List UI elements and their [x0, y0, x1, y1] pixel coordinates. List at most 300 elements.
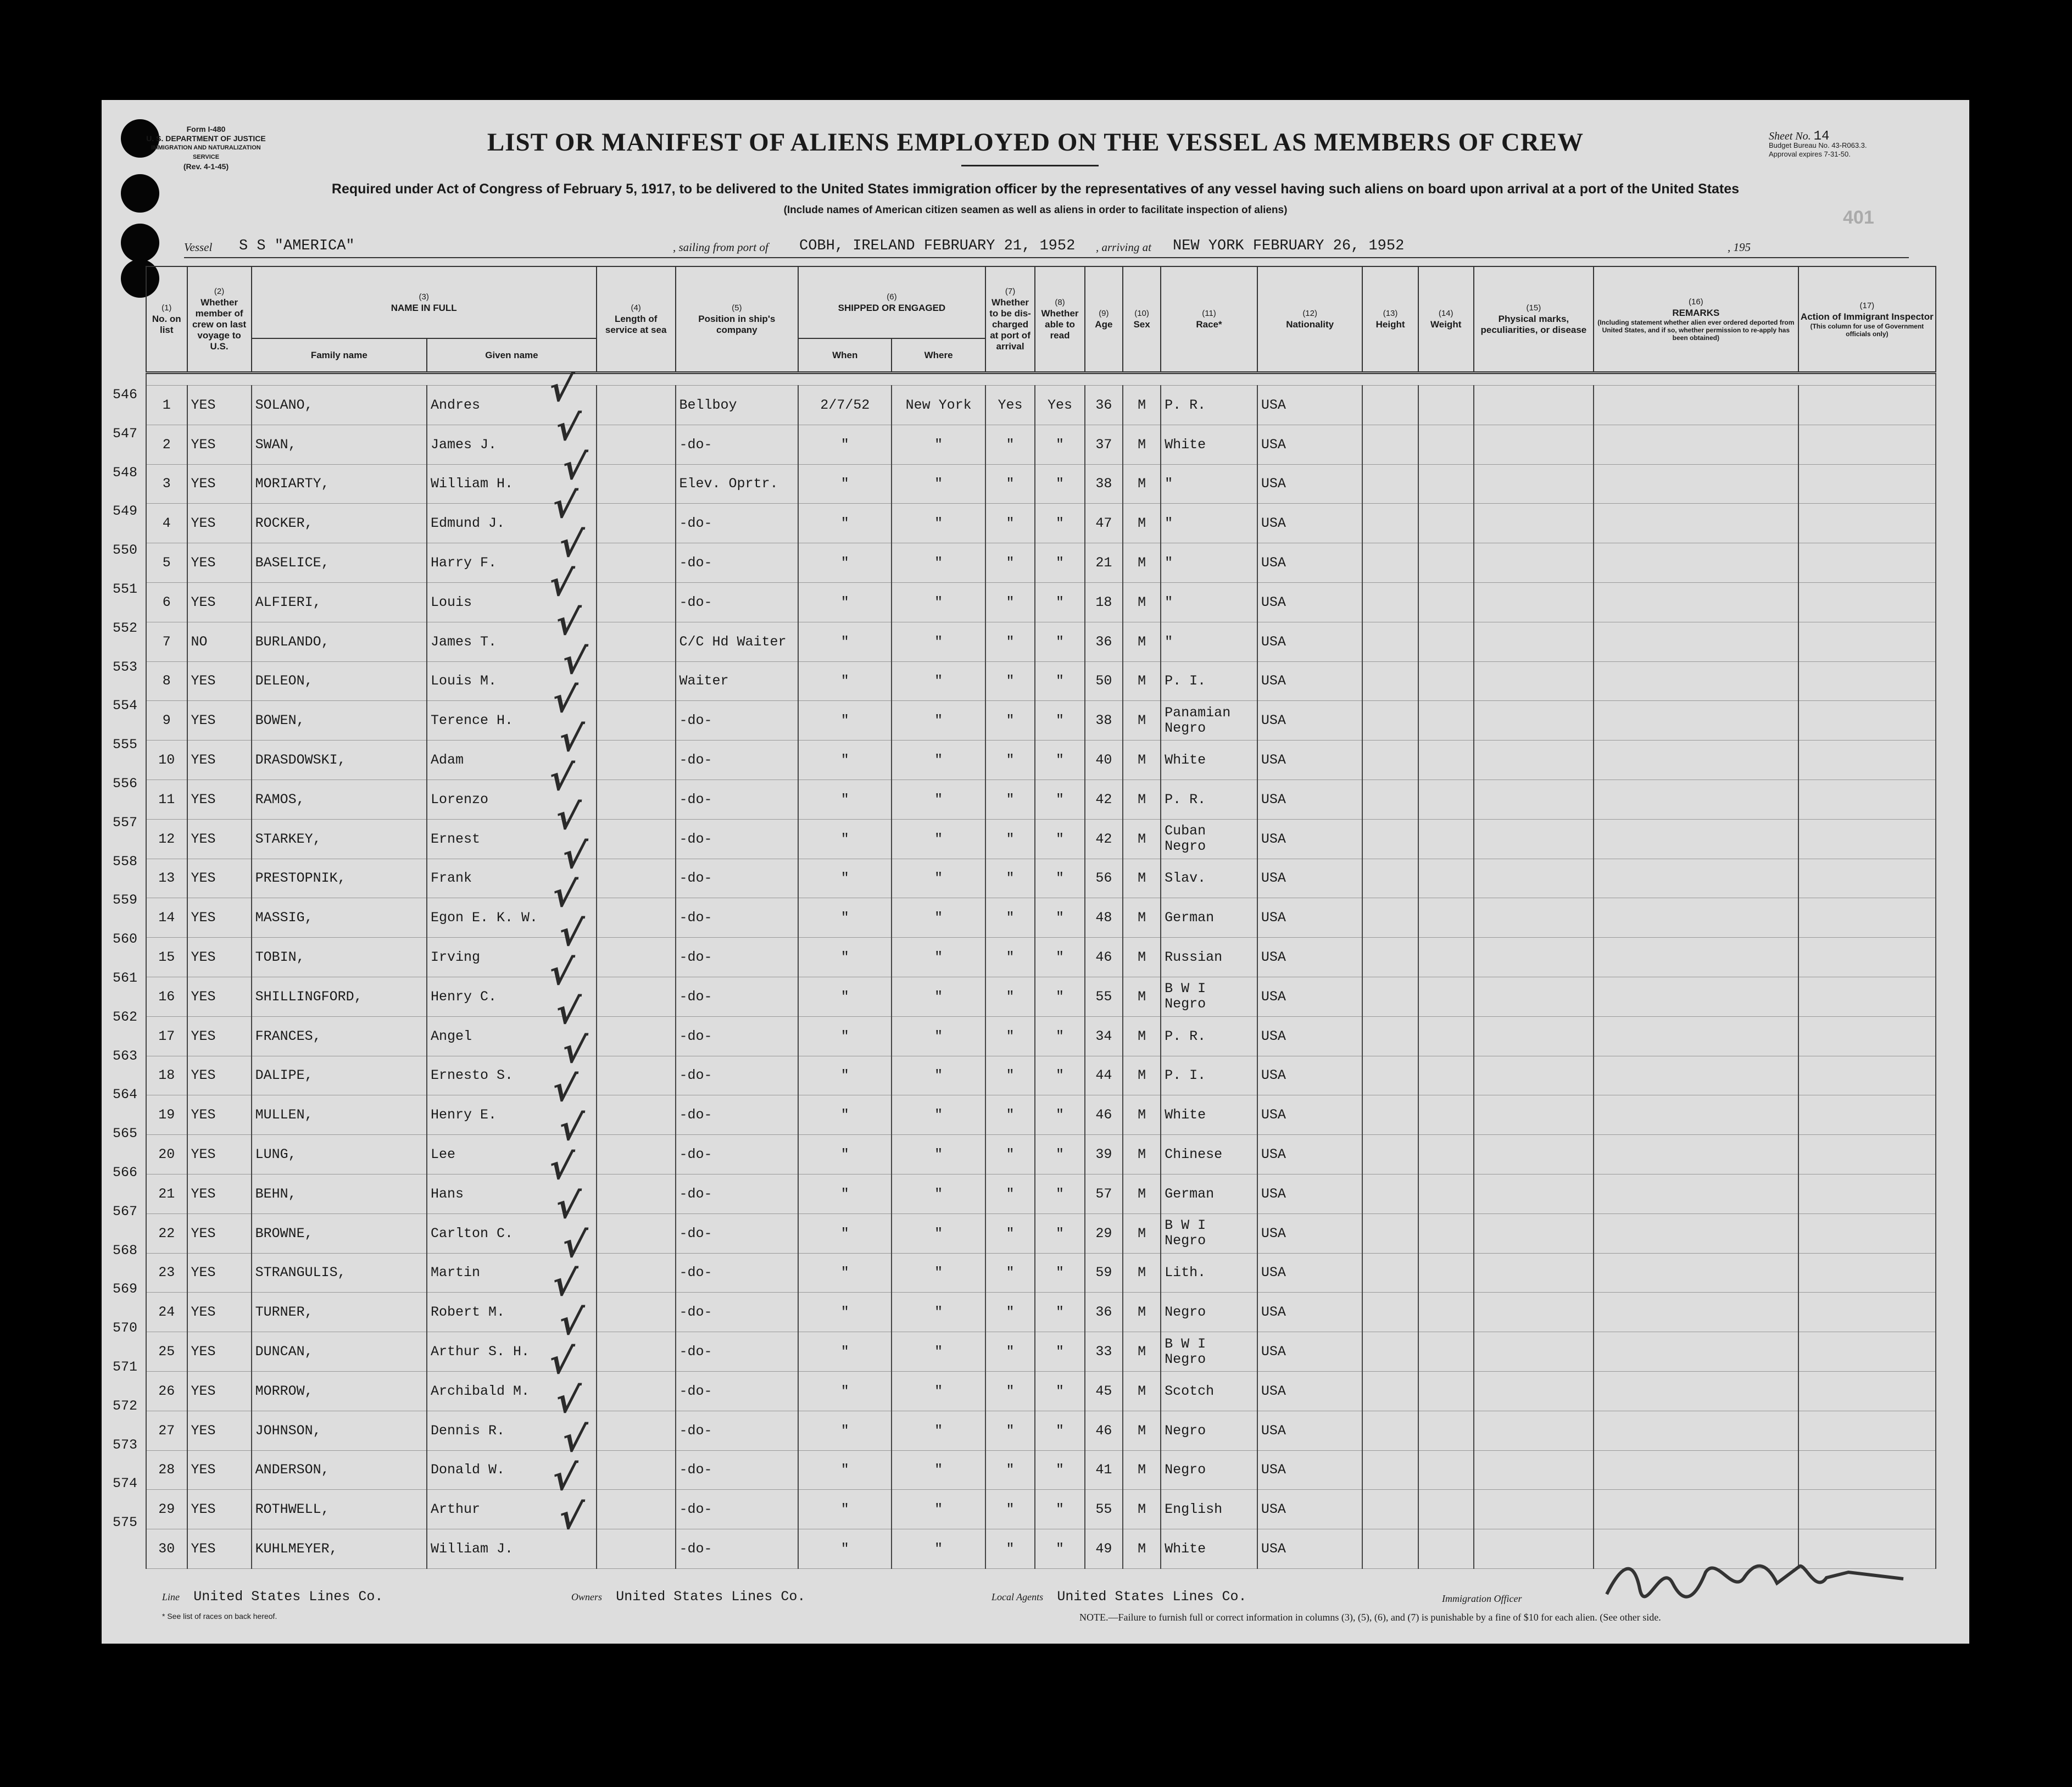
remarks-cell — [1594, 1411, 1798, 1450]
check-mark-icon: √ — [546, 1341, 576, 1382]
discharged-cell: " — [985, 622, 1035, 661]
physical-marks-cell — [1474, 425, 1594, 464]
col-sex-header: (10) Sex — [1123, 266, 1161, 373]
shipped-when-cell: " — [798, 582, 892, 622]
inspector-action-cell — [1798, 701, 1936, 741]
able-to-read-cell: Yes — [1035, 386, 1084, 425]
family-name-cell: KUHLMEYER, — [252, 1529, 427, 1569]
shipped-where-cell: " — [892, 898, 985, 938]
check-mark-icon: √ — [549, 875, 579, 916]
length-of-service-cell — [597, 661, 676, 701]
shipped-where-cell: " — [892, 543, 985, 583]
check-mark-icon: √ — [549, 1069, 579, 1110]
age-cell: 56 — [1085, 859, 1123, 898]
header-divider — [146, 373, 1936, 386]
race-line-2: Negro — [1165, 720, 1206, 736]
physical-marks-cell — [1474, 1529, 1594, 1569]
remarks-cell — [1594, 1450, 1798, 1490]
length-of-service-cell — [597, 1016, 676, 1056]
physical-marks-cell — [1474, 543, 1594, 583]
given-name-cell: James J. — [427, 425, 597, 464]
crew-manifest-table — [146, 266, 1936, 1569]
table-row — [146, 1293, 1936, 1332]
table-row — [146, 1253, 1936, 1293]
given-name-cell: Ernest — [427, 819, 597, 859]
age-cell: 42 — [1085, 780, 1123, 819]
remarks-cell — [1594, 425, 1798, 464]
physical-marks-cell — [1474, 1135, 1594, 1174]
margin-line-number: 575 — [113, 1515, 138, 1531]
age-cell: 46 — [1085, 938, 1123, 977]
weight-cell — [1418, 386, 1474, 425]
row-number-cell: 26 — [146, 1371, 187, 1411]
weight-cell — [1418, 1411, 1474, 1450]
given-name-cell: Louis M. — [427, 661, 597, 701]
form-rev: (Rev. 4-1-45) — [183, 162, 229, 171]
age-cell: 34 — [1085, 1016, 1123, 1056]
given-name-cell: William H. — [427, 464, 597, 504]
family-name-cell: MORIARTY, — [252, 464, 427, 504]
nationality-cell: USA — [1257, 898, 1363, 938]
age-cell: 33 — [1085, 1332, 1123, 1372]
inspector-action-cell — [1798, 1016, 1936, 1056]
shipped-where-cell: " — [892, 464, 985, 504]
shipped-when-cell: " — [798, 1411, 892, 1450]
physical-marks-cell — [1474, 386, 1594, 425]
physical-marks-cell — [1474, 741, 1594, 780]
position-cell: -do- — [676, 898, 799, 938]
check-mark-icon: √ — [553, 408, 582, 449]
family-name-cell: DUNCAN, — [252, 1332, 427, 1372]
given-name-cell: William J. — [427, 1529, 597, 1569]
height-cell — [1362, 1332, 1418, 1372]
weight-cell — [1418, 543, 1474, 583]
margin-line-number: 557 — [113, 814, 138, 831]
position-cell: -do- — [676, 859, 799, 898]
footer-officer — [1442, 1591, 1522, 1605]
position-cell: -do- — [676, 1529, 799, 1569]
row-number-cell: 18 — [146, 1056, 187, 1095]
given-name-cell: Hans — [427, 1174, 597, 1213]
discharged-cell: " — [985, 1411, 1035, 1450]
sex-cell: M — [1123, 1490, 1161, 1529]
nationality-cell: USA — [1257, 504, 1363, 543]
nationality-cell: USA — [1257, 1411, 1363, 1450]
race-cell: " — [1161, 582, 1257, 622]
remarks-cell — [1594, 464, 1798, 504]
check-mark-icon: √ — [556, 525, 586, 566]
margin-line-number: 561 — [113, 970, 138, 986]
check-mark-icon: √ — [559, 1224, 589, 1266]
remarks-cell — [1594, 661, 1798, 701]
family-name-cell: BOWEN, — [252, 701, 427, 741]
check-mark-icon: √ — [556, 719, 586, 760]
footer-owners — [571, 1589, 805, 1605]
inspector-action-cell — [1798, 1293, 1936, 1332]
remarks-cell — [1594, 1293, 1798, 1332]
given-name-cell: Archibald M. — [427, 1371, 597, 1411]
margin-line-number: 568 — [113, 1242, 138, 1259]
able-to-read-cell: " — [1035, 1056, 1084, 1095]
discharged-cell: " — [985, 1490, 1035, 1529]
physical-marks-cell — [1474, 938, 1594, 977]
shipped-when-cell: " — [798, 741, 892, 780]
given-name-cell: Adam — [427, 741, 597, 780]
shipped-when-cell: " — [798, 1135, 892, 1174]
family-name-cell: LUNG, — [252, 1135, 427, 1174]
sex-cell: M — [1123, 661, 1161, 701]
col-shipped-header: (6) SHIPPED OR ENGAGED — [798, 266, 985, 338]
able-to-read-cell: " — [1035, 1016, 1084, 1056]
check-mark-icon: √ — [556, 914, 586, 955]
position-cell: -do- — [676, 1293, 799, 1332]
physical-marks-cell — [1474, 1016, 1594, 1056]
row-number-cell: 15 — [146, 938, 187, 977]
shipped-where-cell: " — [892, 1371, 985, 1411]
sex-cell: M — [1123, 1095, 1161, 1135]
race-line-2: Negro — [1165, 838, 1206, 855]
remarks-cell — [1594, 504, 1798, 543]
prev-voyage-cell: YES — [187, 1095, 252, 1135]
table-row — [146, 1332, 1936, 1372]
discharged-cell: " — [985, 701, 1035, 741]
inspector-action-cell — [1798, 1450, 1936, 1490]
table-row — [146, 701, 1936, 741]
table-row — [146, 1056, 1936, 1095]
remarks-cell — [1594, 543, 1798, 583]
prev-voyage-cell: YES — [187, 543, 252, 583]
nationality-cell: USA — [1257, 741, 1363, 780]
nationality-cell: USA — [1257, 1174, 1363, 1213]
remarks-cell — [1594, 859, 1798, 898]
check-mark-icon: √ — [549, 1263, 579, 1305]
position-cell: -do- — [676, 1174, 799, 1213]
prev-voyage-cell: YES — [187, 938, 252, 977]
nationality-cell: USA — [1257, 622, 1363, 661]
race-cell: Negro — [1161, 1450, 1257, 1490]
table-row — [146, 1095, 1936, 1135]
table-row — [146, 859, 1936, 898]
inspector-action-cell — [1798, 977, 1936, 1016]
margin-line-number: 563 — [113, 1048, 138, 1064]
discharged-cell: " — [985, 977, 1035, 1016]
row-number-cell: 24 — [146, 1293, 187, 1332]
table-row — [146, 504, 1936, 543]
discharged-cell: " — [985, 1529, 1035, 1569]
height-cell — [1362, 859, 1418, 898]
margin-line-number: 569 — [113, 1281, 138, 1298]
prev-voyage-cell: YES — [187, 1332, 252, 1372]
sex-cell: M — [1123, 1056, 1161, 1095]
discharged-cell: " — [985, 661, 1035, 701]
discharged-cell: " — [985, 1174, 1035, 1213]
margin-line-number: 571 — [113, 1359, 138, 1375]
given-name-cell: Egon E. K. W. — [427, 898, 597, 938]
margin-line-number: 566 — [113, 1165, 138, 1181]
given-name-cell: Terence H. — [427, 701, 597, 741]
inspector-action-cell — [1798, 1213, 1936, 1253]
position-cell: Waiter — [676, 661, 799, 701]
weight-cell — [1418, 1293, 1474, 1332]
race-cell: White — [1161, 741, 1257, 780]
sex-cell: M — [1123, 622, 1161, 661]
sex-cell: M — [1123, 938, 1161, 977]
height-cell — [1362, 464, 1418, 504]
remarks-cell — [1594, 1253, 1798, 1293]
row-number-cell: 2 — [146, 425, 187, 464]
page-subtitle: Required under Act of Congress of February 5, 1917, to be delivered to the United States immigration officer by the representatives of any vessel having such aliens on board upon arrival at a port of the United States — [331, 181, 1740, 197]
height-cell — [1362, 1371, 1418, 1411]
sex-cell: M — [1123, 819, 1161, 859]
page-title: LIST OR MANIFEST OF ALIENS EMPLOYED ON THE VESSEL AS MEMBERS OF CREW — [487, 128, 1584, 157]
shipped-where-cell: " — [892, 1253, 985, 1293]
shipped-when-cell: " — [798, 504, 892, 543]
position-cell: -do- — [676, 819, 799, 859]
race-cell: P. R. — [1161, 386, 1257, 425]
row-number-cell: 4 — [146, 504, 187, 543]
able-to-read-cell: " — [1035, 464, 1084, 504]
length-of-service-cell — [597, 819, 676, 859]
physical-marks-cell — [1474, 1174, 1594, 1213]
shipped-where-cell: " — [892, 1332, 985, 1372]
prev-voyage-cell: YES — [187, 1056, 252, 1095]
prev-voyage-cell: YES — [187, 1253, 252, 1293]
given-name-cell: Ernesto S. — [427, 1056, 597, 1095]
position-cell: -do- — [676, 1213, 799, 1253]
height-cell — [1362, 622, 1418, 661]
position-cell: -do- — [676, 1016, 799, 1056]
family-name-cell: DALIPE, — [252, 1056, 427, 1095]
shipped-where-cell: " — [892, 938, 985, 977]
remarks-cell — [1594, 898, 1798, 938]
col-height-header: (13) Height — [1362, 266, 1418, 373]
shipped-when-cell: " — [798, 780, 892, 819]
col-discharged-header: (7) Whether to be dis-charged at port of arrival — [985, 266, 1035, 373]
given-name-cell: Donald W. — [427, 1450, 597, 1490]
position-cell: -do- — [676, 425, 799, 464]
family-name-cell: RAMOS, — [252, 780, 427, 819]
margin-line-number: 547 — [113, 425, 138, 442]
length-of-service-cell — [597, 1490, 676, 1529]
race-cell: Negro — [1161, 1293, 1257, 1332]
check-mark-icon: √ — [559, 836, 589, 877]
given-name-cell: Lorenzo — [427, 780, 597, 819]
race-cell: Negro — [1161, 1411, 1257, 1450]
age-cell: 36 — [1085, 1293, 1123, 1332]
race-cell — [1161, 819, 1257, 859]
position-cell: -do- — [676, 504, 799, 543]
weight-cell — [1418, 661, 1474, 701]
inspector-action-cell — [1798, 1332, 1936, 1372]
weight-cell — [1418, 1016, 1474, 1056]
check-mark-icon: √ — [549, 486, 579, 527]
row-number-cell: 30 — [146, 1529, 187, 1569]
height-cell — [1362, 1411, 1418, 1450]
race-cell: Slav. — [1161, 859, 1257, 898]
age-cell: 45 — [1085, 1371, 1123, 1411]
shipped-when-cell: " — [798, 859, 892, 898]
able-to-read-cell: " — [1035, 741, 1084, 780]
race-cell — [1161, 1213, 1257, 1253]
prev-voyage-cell: YES — [187, 701, 252, 741]
weight-cell — [1418, 1371, 1474, 1411]
able-to-read-cell: " — [1035, 1293, 1084, 1332]
race-line-1: Cuban — [1165, 823, 1206, 839]
age-cell: 29 — [1085, 1213, 1123, 1253]
table-row — [146, 938, 1936, 977]
check-mark-icon: √ — [546, 1147, 576, 1188]
family-name-cell: SHILLINGFORD, — [252, 977, 427, 1016]
check-mark-icon: √ — [553, 1185, 582, 1227]
remarks-cell — [1594, 741, 1798, 780]
length-of-service-cell — [597, 1135, 676, 1174]
sex-cell: M — [1123, 701, 1161, 741]
prev-voyage-cell: YES — [187, 1016, 252, 1056]
col-position-header: (5) Position in ship's company — [676, 266, 799, 373]
age-cell: 38 — [1085, 464, 1123, 504]
prev-voyage-cell: YES — [187, 661, 252, 701]
row-number-cell: 23 — [146, 1253, 187, 1293]
check-mark-icon: √ — [556, 1108, 586, 1149]
length-of-service-cell — [597, 1056, 676, 1095]
weight-cell — [1418, 1450, 1474, 1490]
table-row — [146, 1490, 1936, 1529]
inspector-action-cell — [1798, 898, 1936, 938]
race-cell: German — [1161, 898, 1257, 938]
discharged-cell: " — [985, 464, 1035, 504]
table-row — [146, 1135, 1936, 1174]
height-cell — [1362, 701, 1418, 741]
sheet-number: 14 — [1813, 129, 1830, 144]
discharged-cell: " — [985, 504, 1035, 543]
race-line-2: Negro — [1165, 1351, 1206, 1367]
col-nationality-header: (12) Nationality — [1257, 266, 1363, 373]
discharged-cell: " — [985, 780, 1035, 819]
shipped-when-cell: " — [798, 977, 892, 1016]
shipped-where-cell: " — [892, 977, 985, 1016]
nationality-cell: USA — [1257, 1371, 1363, 1411]
table-row — [146, 1213, 1936, 1253]
shipped-when-cell: " — [798, 1016, 892, 1056]
shipped-where-cell: " — [892, 701, 985, 741]
able-to-read-cell: " — [1035, 661, 1084, 701]
length-of-service-cell — [597, 859, 676, 898]
row-number-cell: 21 — [146, 1174, 187, 1213]
sex-cell: M — [1123, 504, 1161, 543]
sex-cell: M — [1123, 1293, 1161, 1332]
length-of-service-cell — [597, 1174, 676, 1213]
shipped-when-cell: " — [798, 1174, 892, 1213]
given-name-cell: Louis — [427, 582, 597, 622]
able-to-read-cell: " — [1035, 1450, 1084, 1490]
nationality-cell: USA — [1257, 464, 1363, 504]
given-name-cell: Robert M. — [427, 1293, 597, 1332]
inspector-action-cell — [1798, 661, 1936, 701]
table-row — [146, 780, 1936, 819]
age-cell: 55 — [1085, 977, 1123, 1016]
height-cell — [1362, 1529, 1418, 1569]
nationality-cell: USA — [1257, 582, 1363, 622]
length-of-service-cell — [597, 464, 676, 504]
race-cell — [1161, 701, 1257, 741]
discharged-cell: " — [985, 582, 1035, 622]
given-name-cell: Andres — [427, 386, 597, 425]
footer-note: NOTE.—Failure to furnish full or correct information in columns (3), (5), (6), and (7) is punishable by a fine of $10 for each alien. (See other side. — [1079, 1612, 1661, 1623]
sex-cell: M — [1123, 780, 1161, 819]
age-cell: 40 — [1085, 741, 1123, 780]
table-row — [146, 661, 1936, 701]
inspector-action-cell — [1798, 1056, 1936, 1095]
check-mark-icon: √ — [549, 1458, 579, 1499]
nationality-cell: USA — [1257, 859, 1363, 898]
weight-cell — [1418, 1056, 1474, 1095]
inspector-action-cell — [1798, 938, 1936, 977]
discharged-cell: " — [985, 1056, 1035, 1095]
physical-marks-cell — [1474, 1213, 1594, 1253]
discharged-cell: " — [985, 1253, 1035, 1293]
remarks-cell — [1594, 1135, 1798, 1174]
inspector-action-cell — [1798, 741, 1936, 780]
race-cell: English — [1161, 1490, 1257, 1529]
sex-cell: M — [1123, 1371, 1161, 1411]
sex-cell: M — [1123, 977, 1161, 1016]
prev-voyage-cell: YES — [187, 1490, 252, 1529]
age-cell: 48 — [1085, 898, 1123, 938]
physical-marks-cell — [1474, 859, 1594, 898]
table-row — [146, 464, 1936, 504]
age-cell: 18 — [1085, 582, 1123, 622]
check-mark-icon: √ — [546, 369, 576, 410]
discharged-cell: " — [985, 1213, 1035, 1253]
col-given-name-header: Given name — [427, 338, 597, 373]
race-cell — [1161, 1332, 1257, 1372]
family-name-cell: BEHN, — [252, 1174, 427, 1213]
shipped-where-cell: " — [892, 741, 985, 780]
discharged-cell: " — [985, 1095, 1035, 1135]
sex-cell: M — [1123, 1016, 1161, 1056]
shipped-when-cell: 2/7/52 — [798, 386, 892, 425]
manifest-sheet — [102, 100, 1969, 1644]
discharged-cell: " — [985, 741, 1035, 780]
family-name-cell: FRANCES, — [252, 1016, 427, 1056]
physical-marks-cell — [1474, 1056, 1594, 1095]
able-to-read-cell: " — [1035, 1529, 1084, 1569]
remarks-cell — [1594, 1371, 1798, 1411]
position-cell: Bellboy — [676, 386, 799, 425]
officer-signature — [1601, 1550, 1909, 1616]
able-to-read-cell: " — [1035, 977, 1084, 1016]
family-name-cell: TOBIN, — [252, 938, 427, 977]
table-row — [146, 977, 1936, 1016]
margin-line-number: 573 — [113, 1437, 138, 1453]
weight-cell — [1418, 1095, 1474, 1135]
margin-line-number: 546 — [113, 387, 138, 403]
col-length-service-header: (4) Length of service at sea — [597, 266, 676, 373]
discharged-cell: " — [985, 859, 1035, 898]
length-of-service-cell — [597, 1332, 676, 1372]
prev-voyage-cell: YES — [187, 1135, 252, 1174]
nationality-cell: USA — [1257, 1213, 1363, 1253]
shipped-where-cell: " — [892, 1213, 985, 1253]
nationality-cell: USA — [1257, 1490, 1363, 1529]
height-cell — [1362, 543, 1418, 583]
discharged-cell: " — [985, 898, 1035, 938]
col-name-header: (3) NAME IN FULL — [252, 266, 597, 338]
shipped-when-cell: " — [798, 1293, 892, 1332]
inspector-action-cell — [1798, 543, 1936, 583]
position-cell: -do- — [676, 1371, 799, 1411]
nationality-cell: USA — [1257, 1095, 1363, 1135]
